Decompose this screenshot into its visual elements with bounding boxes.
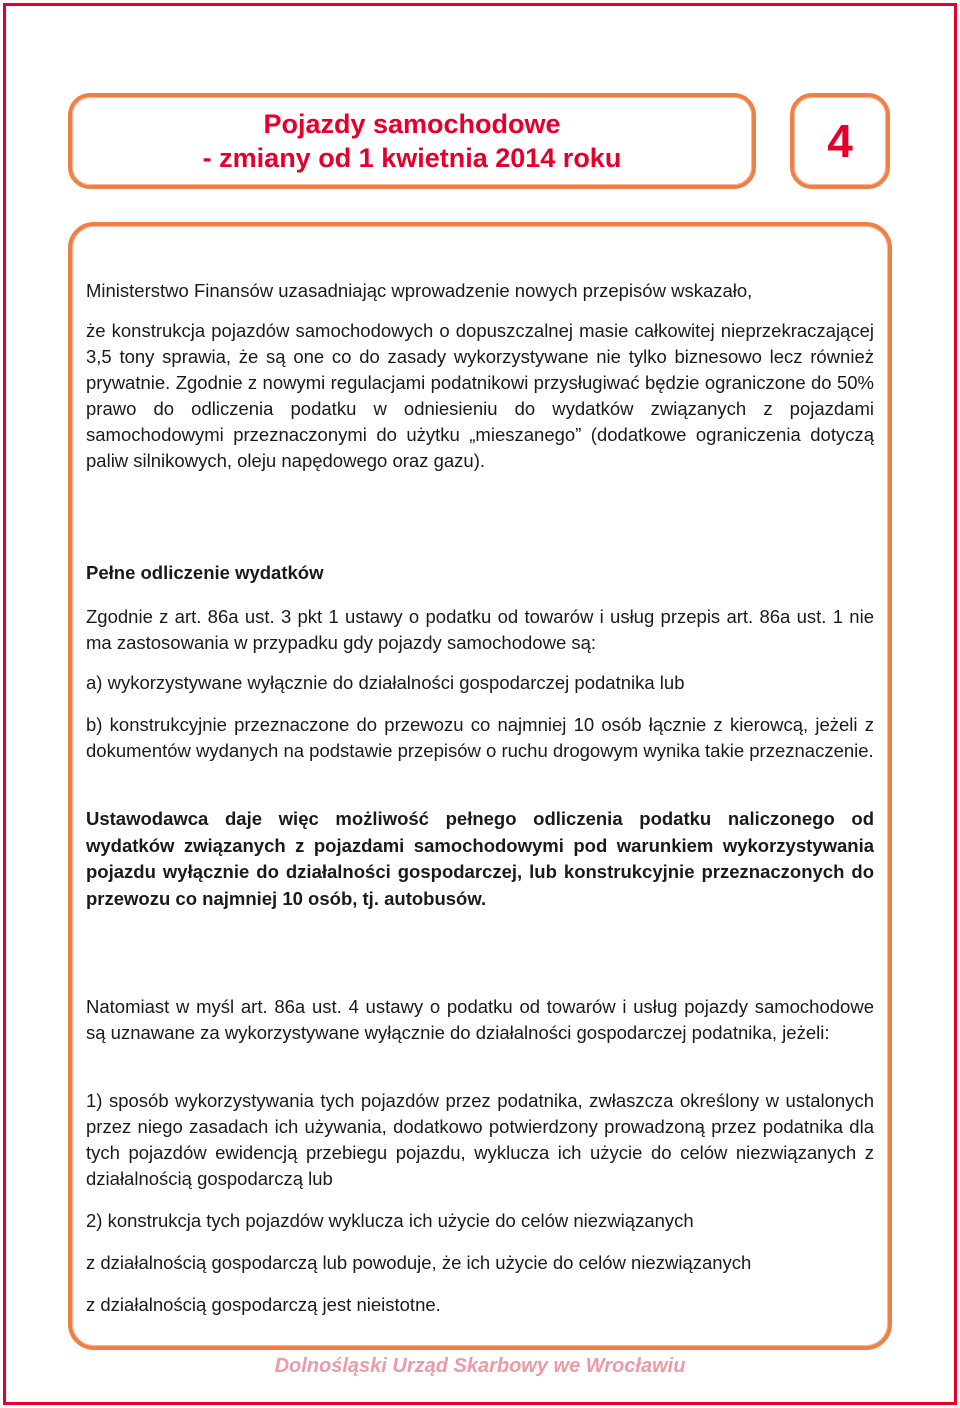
list-item-2-line-3: z działalnością gospodarczą jest nieistotne.: [86, 1294, 441, 1315]
title-box: [68, 93, 756, 189]
intro-line: Ministerstwo Finansów uzasadniając wprowadzenie nowych przepisów wskazało,: [86, 280, 753, 301]
art-intro-paragraph: Zgodnie z art. 86a ust. 3 pkt 1 ustawy o podatku od towarów i usług przepis art. 86a ust. 1 nie ma zastosowania w przypadku gdy pojazdy samochodowe są:: [86, 606, 874, 653]
list-item-a: a) wykorzystywane wyłącznie do działalności gospodarczej podatnika lub: [86, 672, 685, 693]
page-number: 4: [827, 115, 853, 167]
list-item-2-line-2: z działalnością gospodarczą lub powoduje, że ich użycie do celów niezwiązanych: [86, 1252, 752, 1273]
page-number-box: [790, 93, 890, 189]
list-item-2-line-1: 2) konstrukcja tych pojazdów wyklucza ich użycie do celów niezwiązanych: [86, 1210, 694, 1231]
art4-intro-paragraph: Natomiast w myśl art. 86a ust. 4 ustawy o podatku od towarów i usług pojazdy samochodowe są uznawane za wykorzystywane wyłącznie do działalności gospodarczej podatnika, jeżeli:: [86, 996, 874, 1043]
intro-paragraph: że konstrukcja pojazdów samochodowych o dopuszczalnej masie całkowitej nieprzekraczającej 3,5 tony sprawia, że są one co do zasady wykorzystywane nie tylko biznesowo lecz również prywatnie. Zgodnie z nowymi regulacjami podatnikowi przysługiwać będzie ograniczone do 50% prawo do odliczenia podatku w odniesieniu do wydatków związanych z pojazdami samochodowymi przeznaczonymi do użytku „mieszanego” (dodatkowe ograniczenia dotyczą paliw silnikowych, oleju napędowego oraz gazu).: [86, 320, 874, 471]
section-heading: Pełne odliczenie wydatków: [86, 562, 324, 583]
footer-office-name: Dolnośląski Urząd Skarbowy we Wrocławiu: [274, 1355, 686, 1377]
list-item-1: 1) sposób wykorzystywania tych pojazdów przez podatnika, zwłaszcza określony w ustalonych przez niego zasadach ich używania, dodatkowo potwierdzony prowadzoną przez podatnika dla tych pojazdów ewidencją przebiegu pojazdu, wyklucza ich użycie do celów niezwiązanych z działalnością gospodarczą lub: [86, 1090, 874, 1189]
page-title-line-1: Pojazdy samochodowe: [263, 109, 561, 139]
list-item-b: b) konstrukcyjnie przeznaczone do przewozu co najmniej 10 osób łącznie z kierowcą, jeżeli z dokumentów wydanych na podstawie przepisów o ruchu drogowym wynika takie przeznaczenie.: [86, 714, 874, 761]
bold-summary-paragraph: Ustawodawca daje więc możliwość pełnego odliczenia podatku naliczonego od wydatków związanych z pojazdami samochodowymi pod warunkiem wykorzystywania pojazdu wyłącznie do działalności gospodarczej, lub konstrukcyjnie przeznaczonych do przewozu co najmniej 10 osób, tj. autobusów.: [86, 808, 874, 909]
page-title-line-2: - zmiany od 1 kwietnia 2014 roku: [202, 143, 622, 173]
